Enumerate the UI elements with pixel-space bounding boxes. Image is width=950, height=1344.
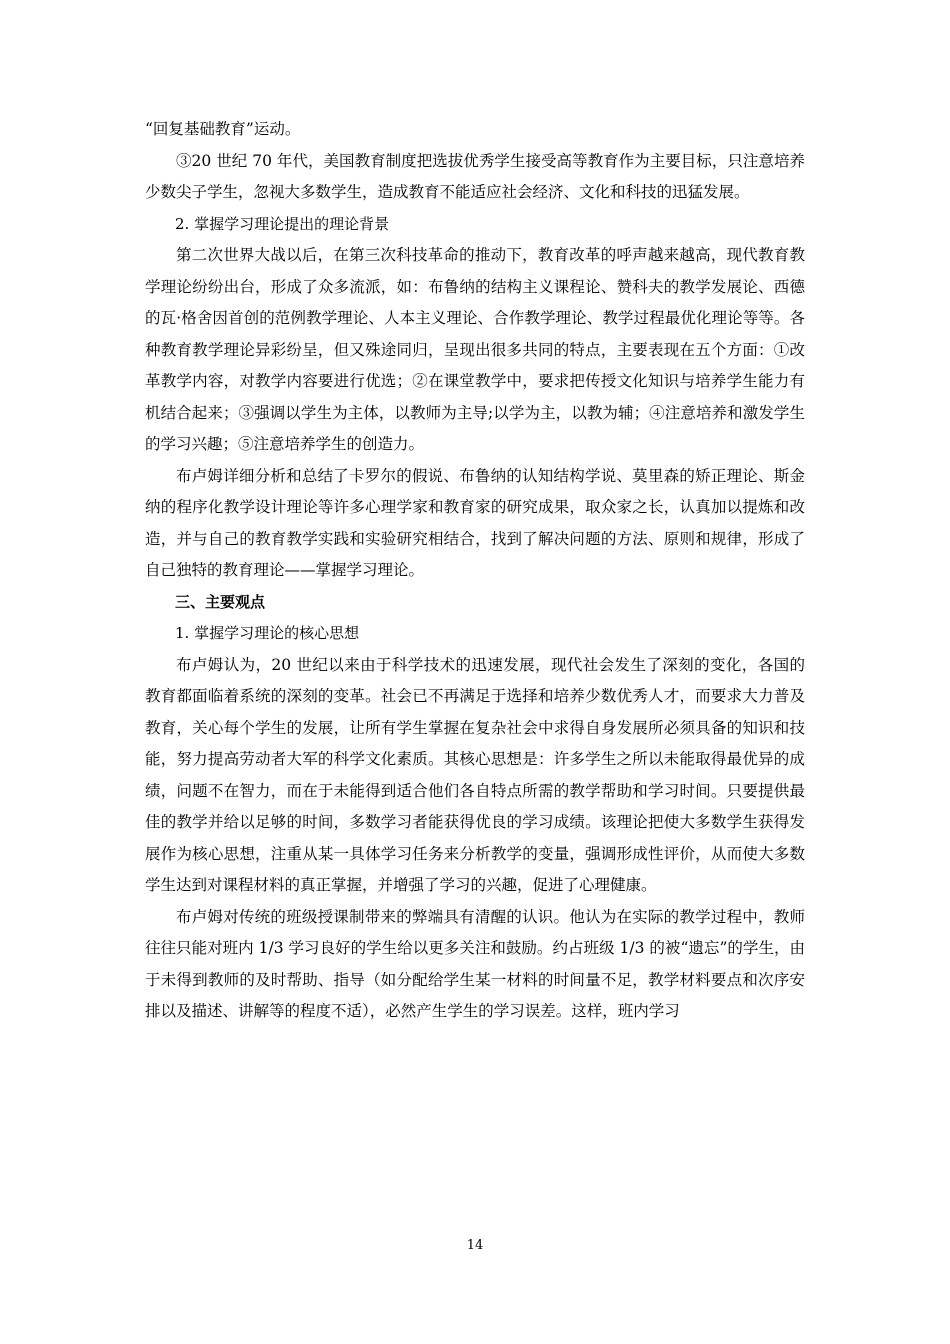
document-body <box>145 114 805 1028</box>
subheading-core-idea: 1. 掌握学习理论的核心思想 <box>175 624 360 642</box>
paragraph-core-idea: 布卢姆认为，20 世纪以来由于科学技术的迅速发展，现代社会发生了深刻的变化，各国的教育都面临着系统的深刻的变革。社会已不再满足于选择和培养少数优秀人才，而要求大力普及教育，关心每个学生的发展，让所有学生掌握在复杂社会中求得自身发展所必须具备的知识和技能，努力提高劳动者大军的科学文化素质。其核心思想是：许多学生之所以未能取得最优异的成绩，问题不在智力，而在于未能得到适合他们各自特点所需的教学帮助和学习时间。只要提供最佳的教学并给以足够的时间，多数学习者能获得优良的学习成绩。该理论把使大多数学生获得发展作为核心思想，注重从某一具体学习任务来分析教学的变量，强调形成性评价，从而使大多数学生达到对课程材料的真正掌握，并增强了学习的兴趣，促进了心理健康。 <box>145 655 805 894</box>
page-number: 14 <box>466 1238 484 1253</box>
paragraph-continuation: “回复基础教育”运动。 <box>145 120 301 138</box>
paragraph-postwar-reform: 第二次世界大战以后，在第三次科技革命的推动下，教育改革的呼声越来越高，现代教育教学理论纷纷出台，形成了众多流派，如：布鲁纳的结构主义课程论、赞科夫的教学发展论、西德的瓦·格舍因首创的范例教学理论、人本主义理论、合作教学理论、教学过程最优化理论等等。各种教育教学理论异彩纷呈，但又殊途同归，呈现出很多共同的特点，主要表现在五个方面：①改革教学内容，对教学内容要进行优选；②在课堂教学中，要求把传授文化知识与培养学生能力有机结合起来；③强调以学生为主体，以教师为主导;以学为主，以教为辅；④注意培养和激发学生的学习兴趣；⑤注意培养学生的创造力。 <box>145 246 805 453</box>
paragraph-1970s-policy: ③20 世纪 70 年代，美国教育制度把选拔优秀学生接受高等教育作为主要目标，只注意培养少数尖子学生，忽视大多数学生，造成教育不能适应社会经济、文化和科技的迅猛发展。 <box>145 151 805 201</box>
paragraph-class-system: 布卢姆对传统的班级授课制带来的弊端具有清醒的认识。他认为在实际的教学过程中，教师往往只能对班内 1/3 学习良好的学生给以更多关注和鼓励。约占班级 1/3 的被“遗忘”的学生，由于未得到教师的及时帮助、指导（如分配给学生某一材料的时间量不足，教学材料要点和次序安排以及描述、讲解等的程度不适），必然产生学生的学习误差。这样，班内学习 <box>145 907 805 1020</box>
section-heading-main-views: 三、主要观点 <box>175 592 266 611</box>
subheading-theoretical-background: 2. 掌握学习理论提出的理论背景 <box>175 214 390 233</box>
paragraph-bloom-synthesis: 布卢姆详细分析和总结了卡罗尔的假说、布鲁纳的认知结构学说、莫里森的矫正理论、斯金纳的程序化教学设计理论等许多心理学家和教育家的研究成果，取众家之长，认真加以提炼和改造，并与自己的教育教学实践和实验研究相结合，找到了解决问题的方法、原则和规律，形成了自己独特的教育理论——掌握学习理论。 <box>145 466 805 579</box>
